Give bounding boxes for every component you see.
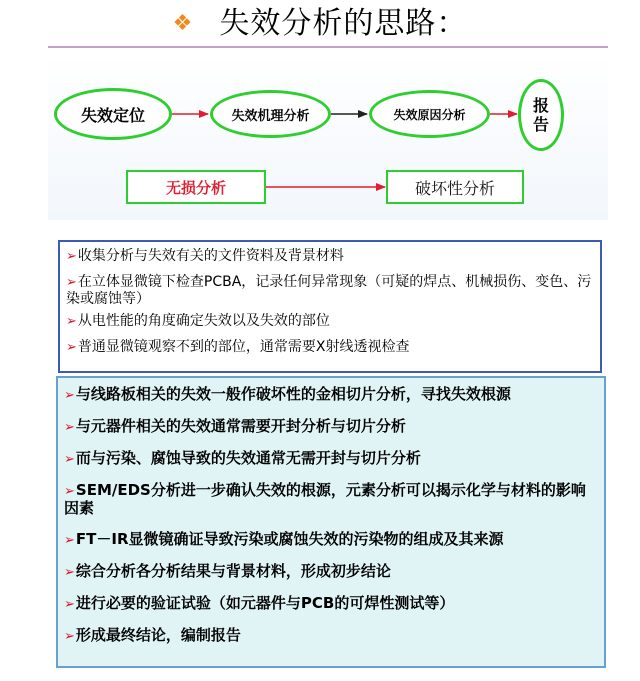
list-item — [64, 595, 596, 613]
diamond-bullet-icon: ❖ — [172, 11, 194, 36]
list-item-text: 在立体显微镜下检查PCBA，记录任何异常现象（可疑的焊点、机械损伤、变色、污染或腐蚀等） — [66, 274, 592, 307]
list-item-text: 综合分析各分析结果与背景材料，形成初步结论 — [75, 562, 391, 580]
list-item-text: FT－IR显微镜确证导致污染或腐蚀失效的污染物的组成及其来源 — [75, 530, 504, 548]
arrow-bullet-icon: ➢ — [66, 275, 77, 290]
list-item-text: 而与污染、腐蚀导致的失效通常无需开封与切片分析 — [75, 449, 421, 467]
arrow-bullet-icon: ➢ — [64, 533, 75, 548]
list-item — [66, 248, 592, 265]
list-item-text: 进行必要的验证试验（如元器件与PCB的可焊性测试等） — [75, 594, 455, 612]
list-item — [66, 313, 592, 330]
list-item — [64, 418, 596, 436]
list-item — [64, 627, 596, 645]
step-cause-analysis — [369, 90, 490, 138]
list-item — [64, 531, 596, 549]
step-failure-location — [54, 88, 172, 140]
destructive-label: 破坏性分析 — [414, 178, 495, 198]
nondestructive-analysis-box — [126, 170, 266, 204]
page-title — [0, 2, 640, 46]
flow-diagram — [48, 52, 608, 220]
step-label: 失效原因分析 — [393, 107, 466, 122]
report-char: 报 — [532, 96, 549, 115]
step-mechanism-analysis — [210, 90, 331, 138]
list-item-text: 形成最终结论，编制报告 — [75, 626, 241, 644]
arrow-bullet-icon: ➢ — [64, 629, 75, 644]
report-char: 告 — [532, 115, 549, 134]
list-item-text: 与元器件相关的失效通常需要开封分析与切片分析 — [75, 417, 406, 435]
arrow-bullet-icon: ➢ — [66, 314, 77, 329]
arrow-bullet-icon: ➢ — [64, 484, 75, 499]
list-item-text: SEM/EDS分析进一步确认失效的根源，元素分析可以揭示化学与材料的影响因素 — [64, 481, 586, 517]
nondestructive-steps-box — [58, 240, 602, 373]
list-item — [64, 563, 596, 581]
list-item-text: 收集分析与失效有关的文件资料及背景材料 — [77, 248, 344, 264]
list-item — [66, 274, 592, 307]
list-item — [64, 482, 596, 517]
page-title-text: 失效分析的思路： — [219, 6, 468, 41]
title-divider — [48, 46, 608, 48]
arrow-bullet-icon: ➢ — [64, 388, 75, 403]
arrow-bullet-icon: ➢ — [66, 340, 77, 355]
arrow-bullet-icon: ➢ — [64, 597, 75, 612]
list-item — [66, 339, 592, 356]
list-item-text: 普通显微镜观察不到的部位，通常需要X射线透视检查 — [77, 339, 410, 355]
arrow-bullet-icon: ➢ — [64, 452, 75, 467]
destructive-analysis-box — [386, 170, 524, 204]
arrow-bullet-icon: ➢ — [66, 249, 77, 264]
list-item — [64, 450, 596, 468]
arrow-bullet-icon: ➢ — [64, 420, 75, 435]
step-label: 失效定位 — [80, 105, 145, 125]
arrow-bullet-icon: ➢ — [64, 565, 75, 580]
step-report — [518, 79, 564, 151]
list-item — [64, 386, 596, 404]
destructive-steps-box — [56, 376, 606, 668]
list-item-text: 从电性能的角度确定失效以及失效的部位 — [77, 313, 330, 329]
nondestructive-label: 无损分析 — [165, 178, 226, 197]
step-label: 失效机理分析 — [231, 108, 310, 124]
list-item-text: 与线路板相关的失效一般作破坏性的金相切片分析，寻找失效根源 — [75, 385, 511, 403]
